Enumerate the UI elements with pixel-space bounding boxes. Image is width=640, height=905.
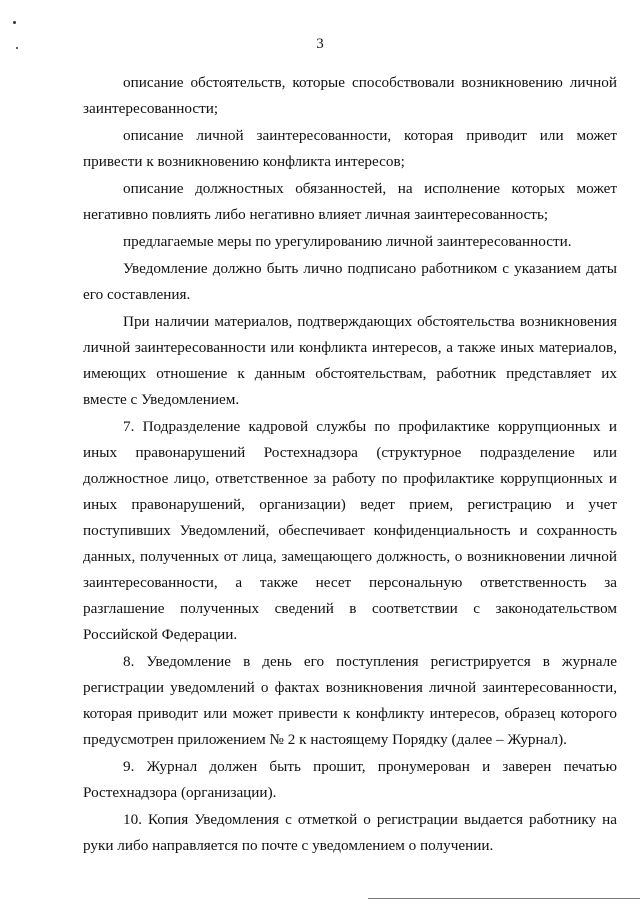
paragraph: Уведомление должно быть лично подписано работником с указанием даты его составления.: [83, 260, 617, 303]
paragraph: 8. Уведомление в день его поступления регистрируется в журнале регистрации уведомлений о фактах возникновения личной заинтересованности, которая приводит или может привести к конфликту интересов, образец которого предусмотрен приложением № 2 к настоящему Порядку (далее – Журнал).: [83, 653, 617, 748]
paragraph: 7. Подразделение кадровой службы по профилактике коррупционных и иных правонарушений Ростехнадзора (структурное подразделение или должностное лицо, ответственное за работу по профилактике коррупционных и иных правонарушений, организации) ведет прием, регистрацию и учет поступивших Уведомлений, обеспечивает конфиденциальность и сохранность данных, полученных от лица, замещающего должность, о возникновении личной заинтересованности, а также несет персональную ответственность за разглашение полученных сведений в соответствии с законодательством Российской Федерации.: [83, 418, 617, 643]
paragraph: 10. Копия Уведомления с отметкой о регистрации выдается работнику на руки либо направляется по почте с уведомлением о получении.: [83, 811, 617, 854]
paragraph: описание обстоятельств, которые способствовали возникновению личной заинтересованности;: [83, 74, 617, 117]
page-number: 3: [316, 36, 324, 52]
paragraph: описание должностных обязанностей, на исполнение которых может негативно повлиять либо негативно влияет личная заинтересованность;: [83, 180, 617, 223]
paragraph: 9. Журнал должен быть прошит, пронумерован и заверен печатью Ростехнадзора (организации).: [83, 758, 617, 801]
document-body: [83, 70, 617, 860]
scan-speck: [13, 21, 16, 24]
scan-edge-line: [368, 898, 640, 899]
paragraph: При наличии материалов, подтверждающих обстоятельства возникновения личной заинтересованности или конфликта интересов, а также иных материалов, имеющих отношение к данным обстоятельствам, работник представляет их вместе с Уведомлением.: [83, 313, 617, 408]
paragraph: описание личной заинтересованности, которая приводит или может привести к возникновению конфликта интересов;: [83, 127, 617, 170]
paragraph: предлагаемые меры по урегулированию личной заинтересованности.: [123, 233, 572, 250]
